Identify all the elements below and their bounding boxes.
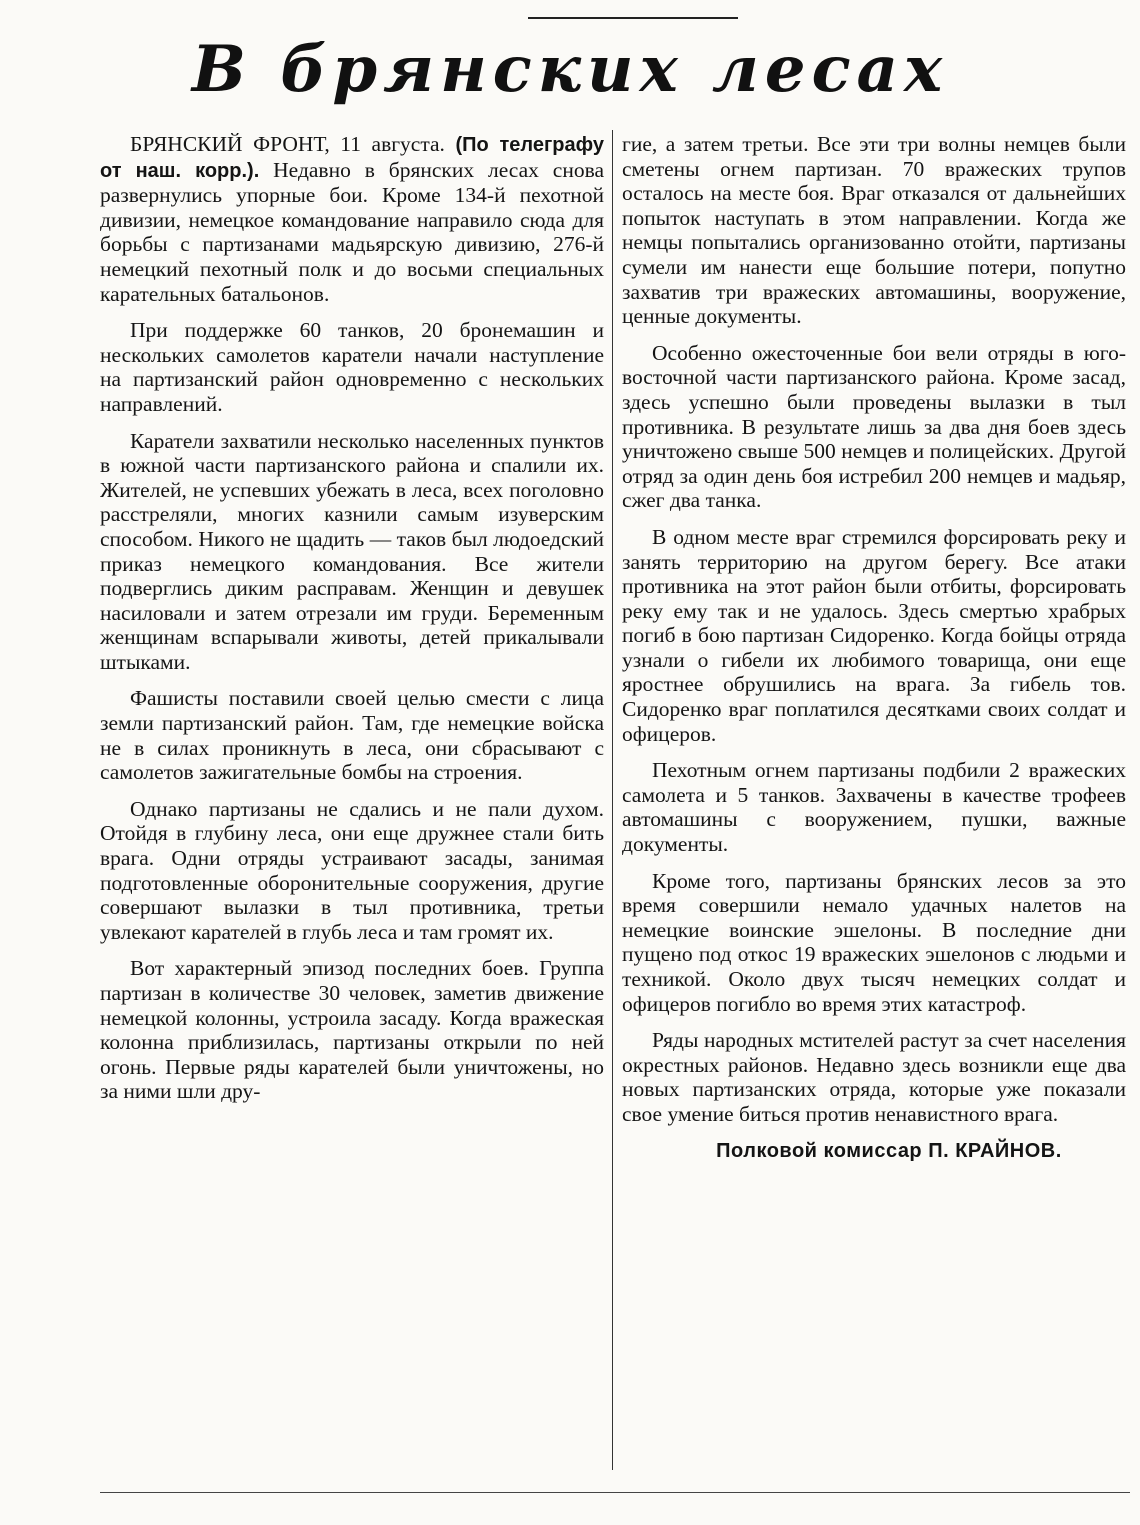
column-divider bbox=[612, 130, 613, 1470]
article-paragraph: При поддержке 60 танков, 20 бронемашин и нескольких самолетов каратели начали наступление на партизанский район одновременно с нескольких направлений. bbox=[100, 318, 604, 416]
article-paragraph: Каратели захватили несколько населенных пунктов в южной части партизанского района и спалили их. Жителей, не успевших убежать в леса, всех поголовно расстреляли, многих казнили самым изуверским способом. Никого не щадить — таков был людоедский приказ немецкого командования. Все жители подверглись диким расправам. Женщин и девушек насиловали и затем отрезали им груди. Беременным женщинам вспарывали животы, детей прикалывали штыками. bbox=[100, 428, 604, 674]
article-paragraph: Однако партизаны не сдались и не пали духом. Отойдя в глубину леса, они еще дружнее стали бить врага. Одни отряды устраивают засады, занимая подготовленные оборонительные сооружения, другие совершают вылазки в тыл противника, третьи увлекают карателей в глубь леса и там громят их. bbox=[100, 796, 604, 944]
bottom-rule bbox=[100, 1492, 1130, 1493]
top-rule bbox=[528, 17, 738, 19]
dateline-source: (По телеграфу от наш. корр.). bbox=[100, 134, 605, 182]
dateline-place-date: БРЯНСКИЙ ФРОНТ, 11 августа. bbox=[130, 132, 445, 156]
article-paragraph: Кроме того, партизаны брянских лесов за это время совершили немало удачных налетов на немецкие воинские эшелоны. В последние дни пущено под откос 19 вражеских эшелонов с людьми и техникой. Около двух тысяч немецких солдат и офицеров погибло во время этих катастроф. bbox=[622, 868, 1126, 1016]
article-headline: В брянских лесах bbox=[191, 32, 949, 107]
article-paragraph: Особенно ожесточенные бои вели отряды в юго-восточной части партизанского района. Кроме засад, здесь успешно были проведены вылазки в тыл противника. В результате лишь за два дня боев здесь уничтожено свыше 500 немцев и полицейских. Другой отряд за один день боя истребил 200 немцев и мадьяр, сжег два танка. bbox=[622, 340, 1126, 513]
author-signature: Полковой комиссар П. КРАЙНОВ. bbox=[716, 1139, 1062, 1162]
article-paragraph-continued: гие, а затем третьи. Все эти три волны немцев были сметены огнем партизан. 70 вражеских трупов осталось на месте боя. Враг отказался от дальнейших попыток наступать в этом направлении. Когда же немцы попытались организованно отойти, партизаны сумели им нанести еще большие потери, попутно захватив три вражеских автомашины, вооружение, ценные документы. bbox=[622, 132, 1126, 329]
article-column-left bbox=[100, 132, 604, 1116]
article-column-right bbox=[622, 132, 1126, 1175]
article-paragraph: Фашисты поставили своей целью смести с лица земли партизанский район. Там, где немецкие войска не в силах проникнуть в леса, они сбрасывают с самолетов зажигательные бомбы на строения. bbox=[100, 686, 604, 785]
lead-paragraph-text: Недавно в брянских лесах снова развернулись упорные бои. Кроме 134-й пехотной дивизии, немецкое командование направило сюда для борьбы с партизанами мадьярскую дивизию, 276-й немецкий пехотный полк и до восьми специальных карательных батальонов. bbox=[100, 157, 604, 306]
article-paragraph: Ряды народных мстителей растут за счет населения окрестных районов. Недавно здесь возникли еще два новых партизанских отряда, которые уже показали свое умение биться против ненавистного врага. bbox=[622, 1028, 1126, 1126]
article-paragraph: В одном месте враг стремился форсировать реку и занять территорию на другом берегу. Все атаки противника на этот район были отбиты, форсировать реку ему так и не удалось. Здесь смертью храбрых погиб в бою партизан Сидоренко. Когда бойцы отряда узнали о гибели их любимого товарища, они еще яростнее обрушились на врага. За гибель тов. Сидоренко враг поплатился десятками своих солдат и офицеров. bbox=[622, 524, 1126, 746]
article-paragraph: Вот характерный эпизод последних боев. Группа партизан в количестве 30 человек, заметив движение немецкой колонны, устроила засаду. Когда вражеская колонна приблизилась, партизаны открыли по ней огонь. Первые ряды карателей были уничтожены, но за ними шли дру- bbox=[100, 956, 604, 1104]
lead-paragraph bbox=[100, 132, 604, 306]
article-paragraph: Пехотным огнем партизаны подбили 2 вражеских самолета и 5 танков. Захвачены в качестве трофеев автомашины с вооружением, пушки, важные документы. bbox=[622, 758, 1126, 857]
